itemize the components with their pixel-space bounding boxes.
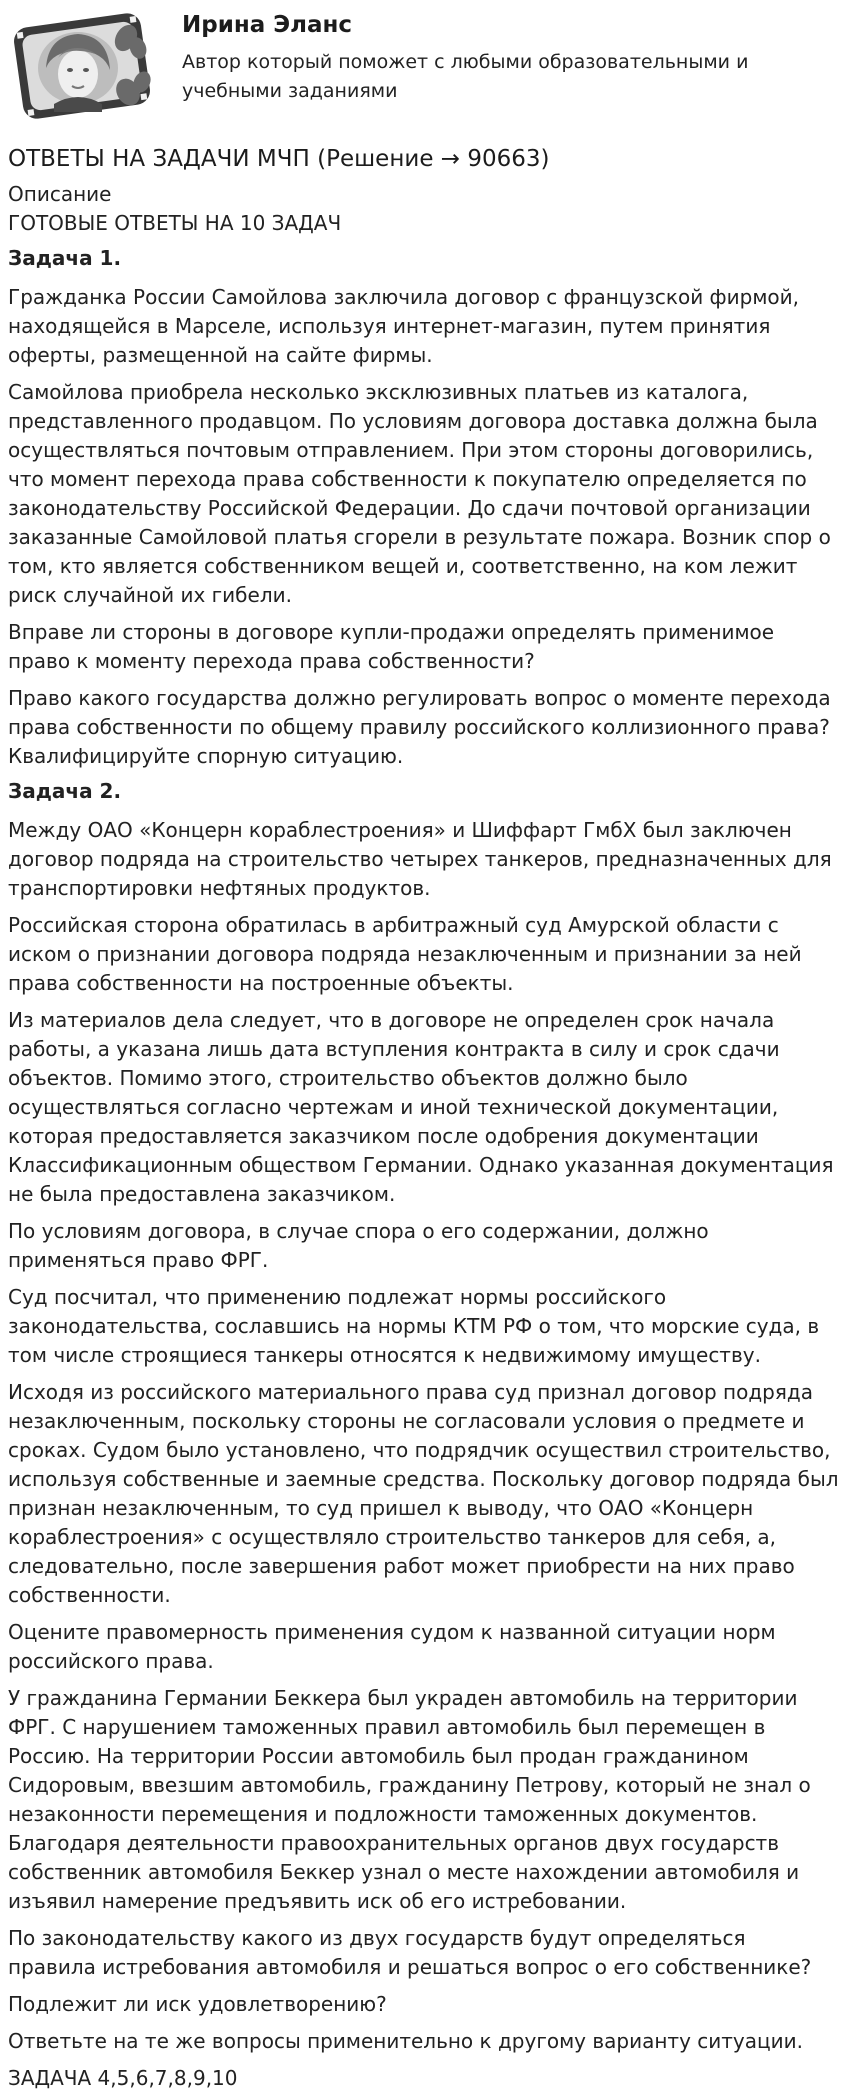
description-label: Описание: [8, 182, 112, 206]
remaining-tasks-note: ЗАДАЧА 4,5,6,7,8,9,10: [8, 2066, 238, 2090]
author-card: [8, 0, 839, 124]
task-2-paragraph: У гражданина Германии Беккера был украден автомобиль на территории ФРГ. С нарушением таможенных правил автомобиль был перемещен в Россию. На территории России автомобиль был продан гражданином Сидоровым, ввезшим автомобиль, гражданину Петрову, который не знал о незаконности перемещения и подложности таможенных документов. Благодаря деятельности правоохранительных органов двух государств собственник автомобиля Беккер узнал о месте нахождении автомобиля и изъявил намерение предъявить иск об его истребовании.: [8, 1686, 811, 1913]
task-2-paragraph: Российская сторона обратилась в арбитражный суд Амурской области с иском о признании договора подряда незаключенным и признании за ней права собственности на построенные объекты.: [8, 913, 802, 995]
task-1-paragraph: Вправе ли стороны в договоре купли-продажи определять применимое право к моменту перехода права собственности?: [8, 620, 775, 673]
author-info: [182, 8, 782, 106]
task-1-paragraph: Гражданка России Самойлова заключила договор с французской фирмой, находящейся в Марселе, используя интернет-магазин, путем принятия оферты, размещенной на сайте фирмы.: [8, 285, 800, 367]
task-2-paragraph: Суд посчитал, что применению подлежат нормы российского законодательства, сославшись на нормы КТМ РФ о том, что морские суда, в том числе строящиеся танкеры относятся к недвижимому имуществу.: [8, 1285, 820, 1367]
author-description: Автор который поможет с любыми образовательными и учебными заданиями: [182, 51, 749, 102]
task-2-paragraph: Оцените правомерность применения судом к названной ситуации норм российского права.: [8, 1620, 776, 1673]
task-1-heading: Задача 1.: [8, 246, 122, 270]
task-1-paragraph: Право какого государства должно регулировать вопрос о моменте перехода права собственности по общему правилу российского коллизионного права? Квалифицируйте спорную ситуацию.: [8, 686, 831, 768]
task-2-paragraph: Ответьте на те же вопросы применительно к другому варианту ситуации.: [8, 2029, 803, 2053]
author-avatar[interactable]: [8, 8, 156, 124]
task-2-paragraph: По законодательству какого из двух государств будут определяться правила истребования автомобиля и решаться вопрос о его собственнике?: [8, 1926, 812, 1979]
description-value: ГОТОВЫЕ ОТВЕТЫ НА 10 ЗАДАЧ: [8, 211, 342, 235]
task-2-paragraph: Исходя из российского материального права суд признал договор подряда незаключенным, поскольку стороны не согласовали условия о предмете и сроках. Судом было установлено, что подрядчик осуществил строительство, используя собственные и заемные средства. Поскольку договор подряда был признан незаключенным, то суд пришел к выводу, что ОАО «Концерн кораблестроения» с осуществляло строительство танкеров для себя, а, следовательно, после завершения работ может приобрести на них право собственности.: [8, 1380, 839, 1607]
task-2-paragraph: Между ОАО «Концерн кораблестроения» и Шиффарт ГмбХ был заключен договор подряда на строительство четырех танкеров, предназначенных для транспортировки нефтяных продуктов.: [8, 818, 832, 900]
task-2-paragraph: По условиям договора, в случае спора о его содержании, должно применяться право ФРГ.: [8, 1219, 709, 1272]
author-name[interactable]: Ирина Эланс: [182, 12, 353, 38]
page-title: ОТВЕТЫ НА ЗАДАЧИ МЧП (Решение → 90663): [8, 146, 550, 172]
task-2-paragraph: Подлежит ли иск удовлетворению?: [8, 1992, 387, 2016]
task-2-paragraph: Из материалов дела следует, что в договоре не определен срок начала работы, а указана лишь дата вступления контракта в силу и срок сдачи объектов. Помимо этого, строительство объектов должно было осуществляться согласно чертежам и иной технической документации, которая предоставляется заказчиком после одобрения документации Классификационным обществом Германии. Однако указанная документация не была предоставлена заказчиком.: [8, 1008, 834, 1206]
task-1-paragraph: Самойлова приобрела несколько эксклюзивных платьев из каталога, представленного продавцом. По условиям договора доставка должна была осуществляться почтовым отправлением. При этом стороны договорились, что момент перехода права собственности к покупателю определяется по законодательству Российской Федерации. До сдачи почтовой организации заказанные Самойловой платья сгорели в результате пожара. Возник спор о том, кто является собственником вещей и, соответственно, на ком лежит риск случайной их гибели.: [8, 380, 831, 607]
task-2-heading: Задача 2.: [8, 779, 122, 803]
